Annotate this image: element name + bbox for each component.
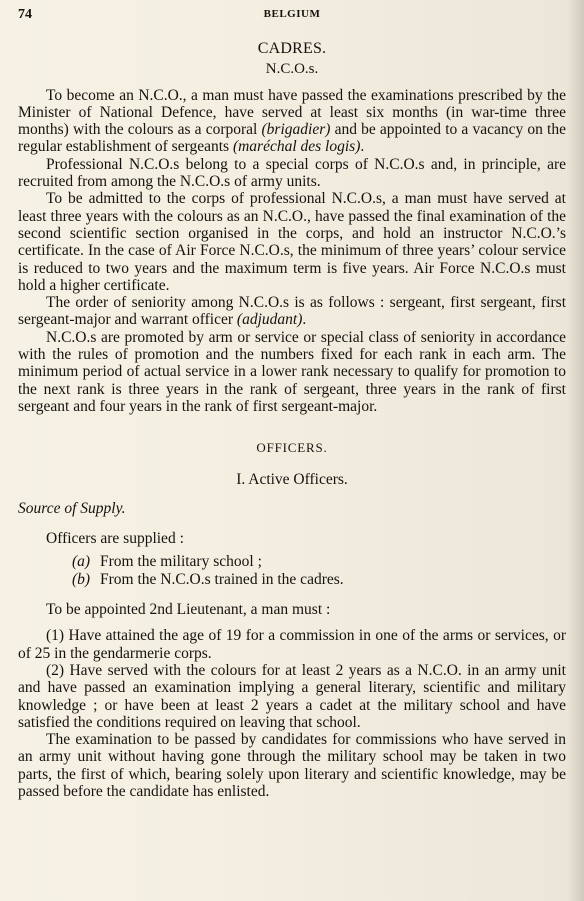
page-header: [18, 4, 566, 24]
officers-supplied-line: Officers are supplied :: [46, 530, 184, 548]
section-title: CADRES.: [257, 40, 327, 57]
page-number: 74: [18, 7, 32, 22]
condition-service: (2) Have served with the colours for at least 2 years as a N.C.O. in an army unit and have passed an examination implying a general literary, scientific and military knowledge ; or have been at least 2 years a cadet at the military school and have satisfied the conditions required on leaving that school.: [18, 661, 566, 731]
paragraph-professional-ncos: Professional N.C.O.s belong to a special corps of N.C.O.s and, in principle, are recruited from among the N.C.O.s of army units.: [18, 155, 566, 191]
supply-item-text: From the military school ;: [100, 553, 262, 571]
paragraph-seniority-order: [18, 294, 566, 329]
paragraph-nco-requirements-part-2: and be appointed to a vacancy on the regular establishment of sergeants: [18, 121, 566, 156]
adjudant-term: (adjudant): [236, 311, 303, 329]
paragraph-seniority-order-part-1: The order of seniority among N.C.O.s is as follows : sergeant, first sergeant, first sergeant-major and warrant officer: [18, 294, 566, 329]
paragraph-seniority-order-part-2: .: [302, 311, 307, 329]
running-head: BELGIUM: [263, 8, 321, 20]
paragraph-nco-requirements: [18, 87, 566, 156]
paragraph-nco-requirements-part-1: To become an N.C.O., a man must have passed the examinations prescribed by the Minister of National Defence, have served at least six months (in war-time three months) with the colours as a corporal: [18, 86, 566, 139]
page-content: [18, 40, 566, 800]
marechal-des-logis-term: (maréchal des logis): [232, 138, 361, 156]
supply-item-label: (a): [72, 553, 91, 571]
paragraph-professional-corps-admission: To be admitted to the corps of professional N.C.O.s, a man must have served at least three years with the colours as an N.C.O., have passed the final examination of the second scientific section organised in the corps, and hold an instructor N.C.O.’s certificate. In the case of Air Force N.C.O.s, the minimum of three years’ colour service is reduced to two years and the maximum term is five years. Air Force N.C.O.s must hold a higher certificate.: [18, 190, 566, 294]
supply-item-label: (b): [72, 570, 91, 588]
condition-age: (1) Have attained the age of 19 for a commission in one of the arms or services, or of 25 in the gendarmerie corps.: [18, 627, 566, 662]
officers-heading: OFFICERS.: [256, 440, 328, 456]
source-of-supply-heading: Source of Supply.: [18, 499, 126, 517]
appointment-intro: To be appointed 2nd Lieutenant, a man must :: [46, 601, 331, 619]
list-item: [18, 571, 566, 588]
brigadier-term: (brigadier): [261, 121, 331, 139]
paragraph-commission-examination: The examination to be passed by candidates for commissions who have served in an army unit without having gone through the military school may be taken in two parts, the first of which, bearing solely upon literary and scientific knowledge, may be passed before the candidate has enlisted.: [18, 731, 566, 800]
paragraph-nco-requirements-part-3: .: [360, 138, 365, 156]
paragraph-nco-promotion: N.C.O.s are promoted by arm or service or special class of seniority in accordance with the rules of promotion and the numbers fixed for each rank in each arm. The minimum period of actual service in a lower rank necessary to qualify for promotion to the next rank is three years in the rank of sergeant, three years in the rank of first sergeant and four years in the rank of first sergeant-major.: [18, 328, 566, 415]
spacer: [18, 618, 566, 627]
section-subtitle: N.C.O.s.: [265, 61, 319, 78]
active-officers-heading: I. Active Officers.: [236, 470, 348, 488]
list-item: [18, 553, 566, 570]
supply-list: [18, 553, 566, 588]
supply-item-text: From the N.C.O.s trained in the cadres.: [100, 570, 344, 588]
page-edge-shadow: [566, 0, 584, 901]
